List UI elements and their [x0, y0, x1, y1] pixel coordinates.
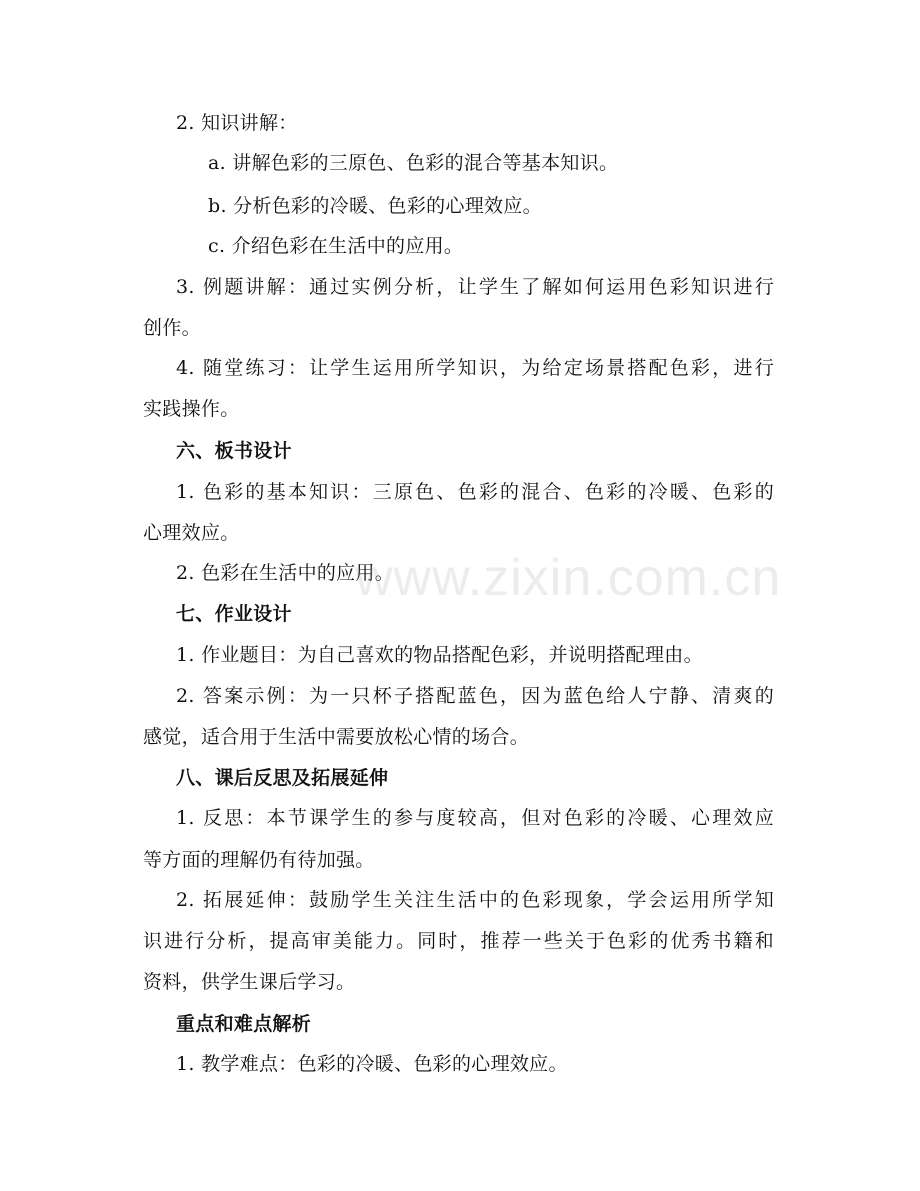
watermark: www.zixin.com.cn: [355, 549, 782, 607]
reflection-item-1: 1. 反思：本节课学生的参与度较高，但对色彩的冷暖、心理效应: [176, 807, 774, 829]
key-point-item-1: 1. 教学难点：色彩的冷暖、色彩的心理效应。: [176, 1053, 568, 1075]
reflection-item-2: 2. 拓展延伸：鼓励学生关注生活中的色彩现象，学会运用所学知: [176, 889, 774, 911]
item-example-explanation-cont: 创作。: [143, 317, 201, 339]
section-heading-reflection: 八、课后反思及拓展延伸: [176, 767, 389, 789]
reflection-item-1-cont: 等方面的理解仍有待加强。: [143, 849, 375, 871]
board-item-2: 2. 色彩在生活中的应用。: [176, 562, 395, 584]
item-practice: 4. 随堂练习：让学生运用所学知识，为给定场景搭配色彩，进行: [176, 357, 774, 379]
section-heading-homework: 七、作业设计: [176, 603, 292, 625]
subitem-b: b. 分析色彩的冷暖、色彩的心理效应。: [208, 195, 542, 217]
board-item-1: 1. 色彩的基本知识：三原色、色彩的混合、色彩的冷暖、色彩的: [176, 481, 774, 503]
reflection-item-2-cont2: 资料，供学生课后学习。: [143, 971, 356, 993]
homework-item-2-cont: 感觉，适合用于生活中需要放松心情的场合。: [143, 726, 530, 748]
item-example-explanation: 3. 例题讲解：通过实例分析，让学生了解如何运用色彩知识进行: [176, 276, 774, 298]
item-practice-cont: 实践操作。: [143, 398, 240, 420]
homework-item-1: 1. 作业题目：为自己喜欢的物品搭配色彩，并说明搭配理由。: [176, 644, 703, 666]
homework-item-2: 2. 答案示例：为一只杯子搭配蓝色，因为蓝色给人宁静、清爽的: [176, 685, 774, 707]
section-heading-board-design: 六、板书设计: [176, 440, 292, 462]
board-item-1-cont: 心理效应。: [143, 522, 240, 544]
item-knowledge-explanation: 2. 知识讲解：: [176, 112, 298, 134]
section-heading-key-points: 重点和难点解析: [176, 1013, 312, 1035]
subitem-c: c. 介绍色彩在生活中的应用。: [208, 235, 464, 257]
subitem-a: a. 讲解色彩的三原色、色彩的混合等基本知识。: [208, 152, 619, 174]
reflection-item-2-cont: 识进行分析，提高审美能力。同时，推荐一些关于色彩的优秀书籍和: [143, 930, 774, 952]
